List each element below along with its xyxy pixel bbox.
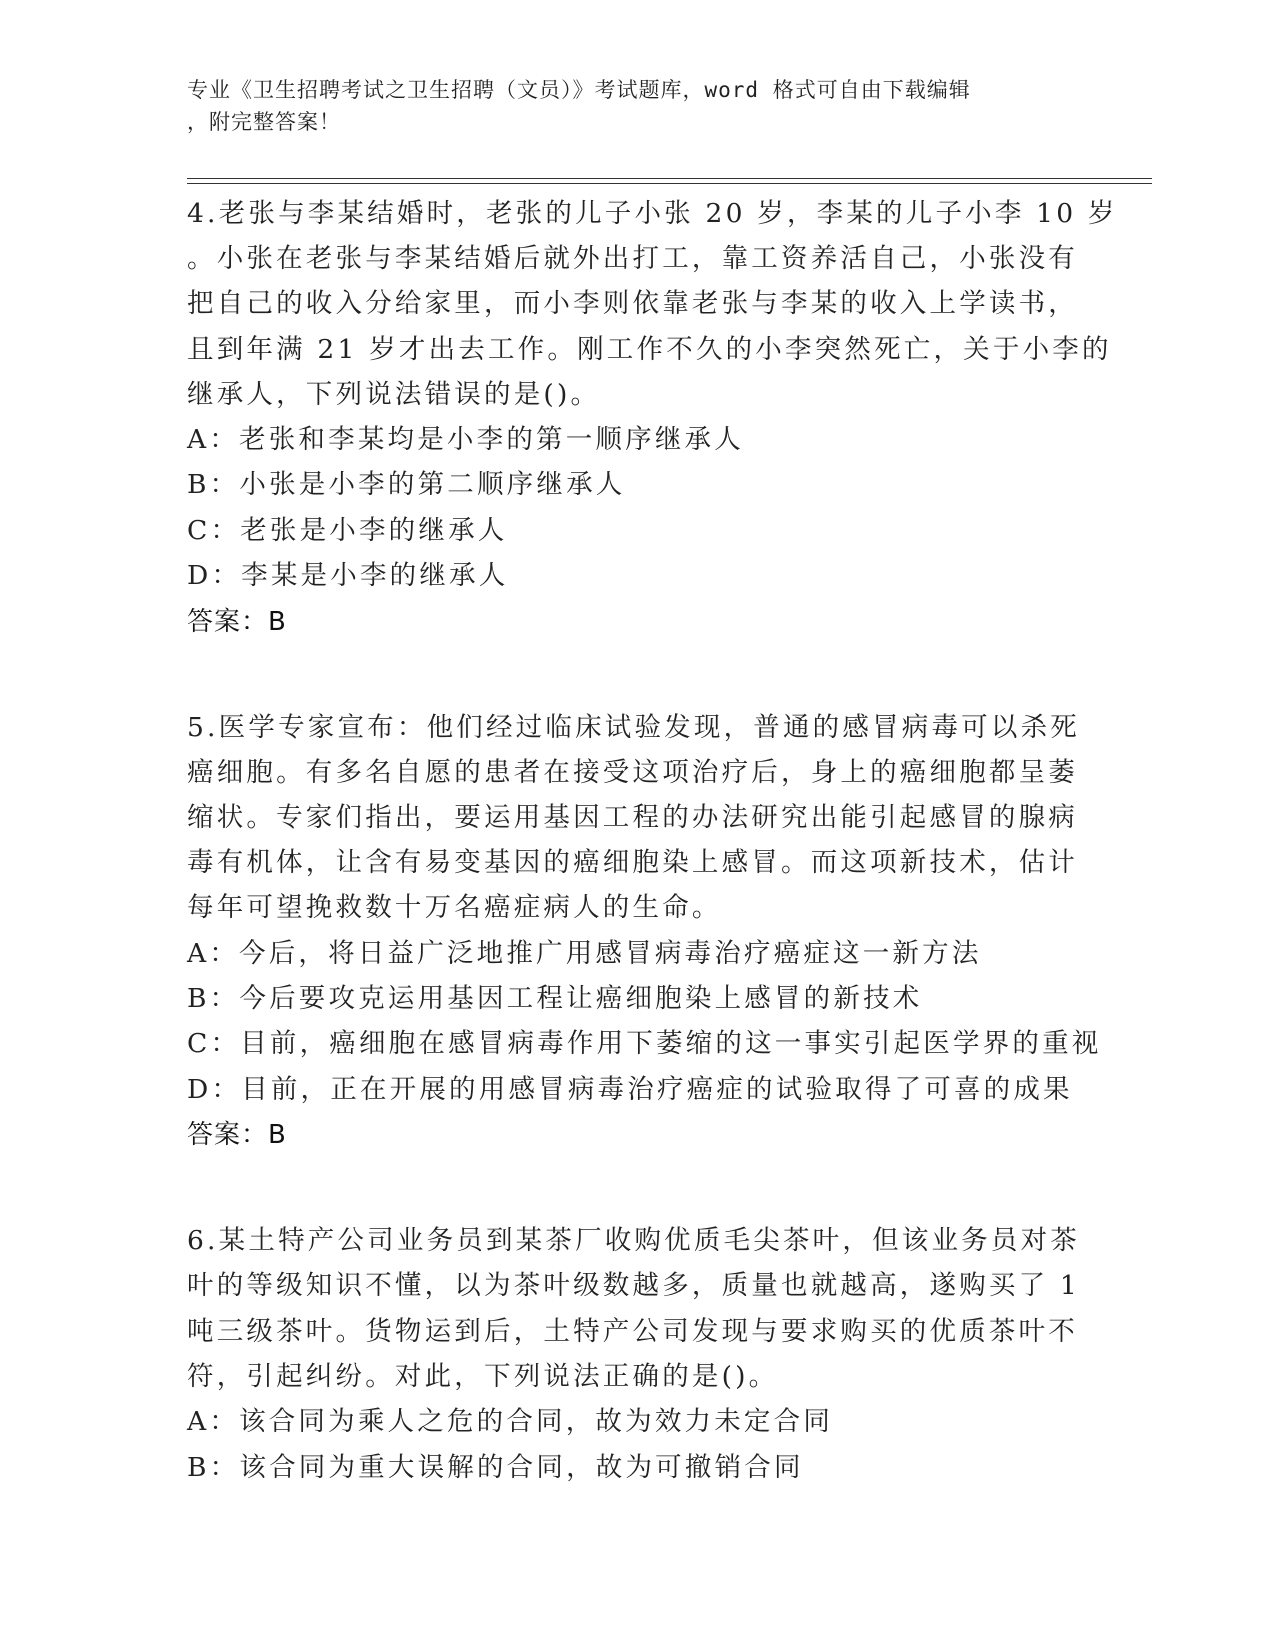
option-c: C：目前，癌细胞在感冒病毒作用下萎缩的这一事实引起医学界的重视 [187,1028,1102,1060]
stem-line: 癌细胞。有多名自愿的患者在接受这项治疗后，身上的癌细胞都呈萎 [187,756,1078,788]
page-header [187,74,1087,138]
stem-line: 缩状。专家们指出，要运用基因工程的办法研究出能引起感冒的腺病 [187,802,1078,834]
stem-line: 。小张在老张与李某结婚后就外出打工，靠工资养活自己，小张没有 [187,243,1078,275]
question-6 [187,1218,1107,1490]
spacer [187,645,1107,705]
option-b: B：该合同为重大误解的合同，故为可撤销合同 [187,1451,804,1483]
stem-line: 继承人，下列说法错误的是()。 [187,378,601,410]
stem-line: 4.老张与李某结婚时，老张的儿子小张 20 岁，李某的儿子小李 10 岁 [187,198,1118,229]
option-d: D：李某是小李的继承人 [187,560,509,592]
option-a: A：该合同为乘人之危的合同，故为效力未定合同 [187,1406,834,1438]
stem-line: 符，引起纠纷。对此，下列说法正确的是()。 [187,1360,779,1392]
stem-line: 吨三级茶叶。货物运到后，土特产公司发现与要求购买的优质茶叶不 [187,1315,1078,1347]
header-line-2: ，附完整答案！ [187,110,341,134]
question-stem [187,191,1118,417]
option-c: C：老张是小李的继承人 [187,514,508,546]
option-a: A：老张和李某均是小李的第一顺序继承人 [187,424,744,456]
option-d: D：目前，正在开展的用感冒病毒治疗癌症的试验取得了可喜的成果 [187,1073,1073,1105]
stem-line: 每年可望挽救数十万名癌症病人的生命。 [187,892,722,924]
option-b: B：小张是小李的第二顺序继承人 [187,469,626,501]
question-stem [187,1218,1107,1399]
header-line-1: 专业《卫生招聘考试之卫生招聘（文员）》考试题库，word 格式可自由下载编辑 [187,78,971,102]
header-divider-bottom [187,183,1152,184]
stem-line: 5.医学专家宣布：他们经过临床试验发现，普通的感冒病毒可以杀死 [187,711,1080,743]
answer-label: 答案：B [187,606,287,637]
stem-line: 叶的等级知识不懂，以为茶叶级数越多，质量也就越高，遂购买了 1 [187,1270,1080,1302]
header-divider-top [187,178,1152,179]
stem-line: 把自己的收入分给家里，而小李则依靠老张与李某的收入上学读书， [187,288,1078,320]
option-b: B：今后要攻克运用基因工程让癌细胞染上感冒的新技术 [187,983,923,1015]
question-stem [187,705,1107,931]
question-list [187,191,1118,1490]
stem-line: 且到年满 21 岁才出去工作。刚工作不久的小李突然死亡，关于小李的 [187,333,1112,365]
stem-line: 6.某土特产公司业务员到某茶厂收购优质毛尖茶叶，但该业务员对茶 [187,1225,1080,1257]
spacer [187,1158,1107,1218]
question-5 [187,705,1107,1159]
stem-line: 毒有机体，让含有易变基因的癌细胞染上感冒。而这项新技术，估计 [187,847,1078,879]
question-4 [187,191,1118,645]
answer-label: 答案：B [187,1120,287,1151]
option-a: A：今后，将日益广泛地推广用感冒病毒治疗癌症这一新方法 [187,937,982,969]
